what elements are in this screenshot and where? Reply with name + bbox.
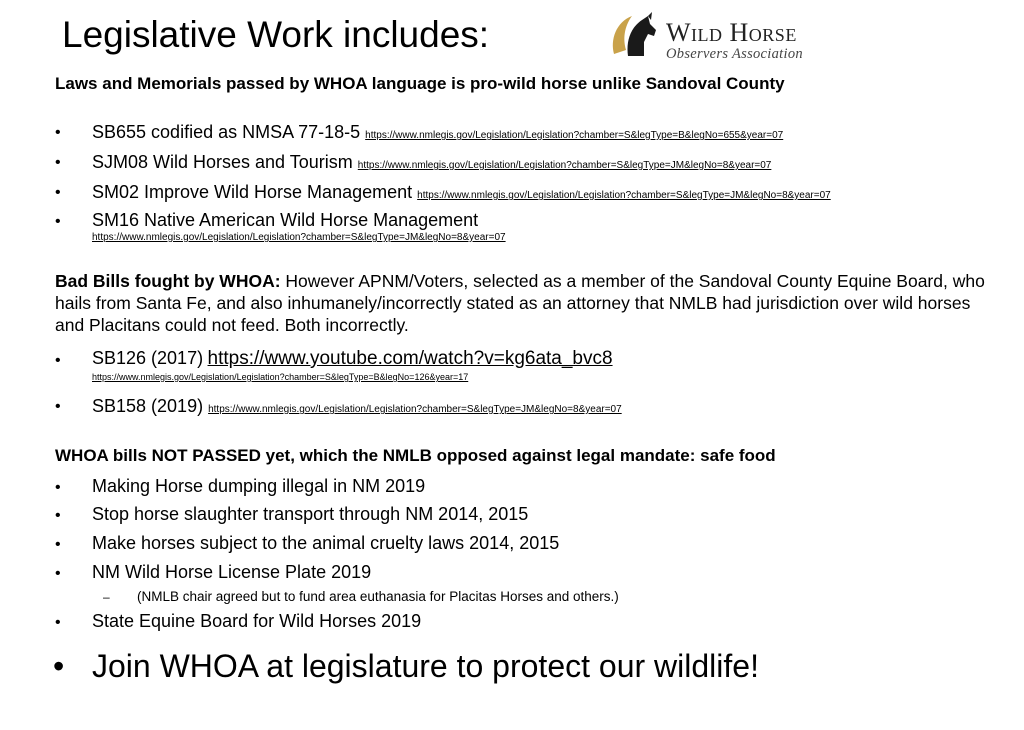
whoa-logo	[608, 12, 856, 62]
bill-label: SB655 codified as NMSA 77-18-5	[92, 122, 361, 142]
bill-label: SB158 (2019)	[92, 396, 204, 416]
list-item	[92, 182, 831, 203]
youtube-link[interactable]: https://www.youtube.com/watch?v=kg6ata_bvc8	[207, 348, 613, 369]
closing-call-to-action: Join WHOA at legislature to protect our wildlife!	[92, 648, 759, 684]
section-heading-laws: Laws and Memorials passed by WHOA language is pro-wild horse unlike Sandoval County	[55, 74, 785, 93]
list-item	[92, 396, 622, 417]
bullet: •	[55, 352, 61, 369]
horse-head-icon	[608, 12, 664, 62]
bullet: •	[55, 507, 61, 524]
bullet: •	[55, 213, 61, 230]
list-item	[92, 152, 771, 173]
logo-wordmark: Wild Horse	[666, 18, 797, 47]
bill-link[interactable]: https://www.nmlegis.gov/Legislation/Legislation?chamber=S&legType=JM&legNo=8&year=07	[357, 160, 772, 171]
bill-link[interactable]: https://www.nmlegis.gov/Legislation/Legislation?chamber=S&legType=JM&legNo=8&year=07	[208, 404, 622, 415]
bad-bills-paragraph	[55, 270, 995, 336]
bill-label: SM02 Improve Wild Horse Management	[92, 182, 413, 202]
list-item	[92, 348, 613, 370]
list-item: State Equine Board for Wild Horses 2019	[92, 611, 422, 631]
bill-link[interactable]: https://www.nmlegis.gov/Legislation/Legislation?chamber=S&legType=B&legNo=655&year=07	[365, 130, 784, 141]
bullet: •	[55, 565, 61, 582]
list-item: Making Horse dumping illegal in NM 2019	[92, 476, 426, 496]
section-heading-not-passed: WHOA bills NOT PASSED yet, which the NMLB opposed against legal mandate: safe food	[55, 446, 776, 465]
bill-label: SJM08 Wild Horses and Tourism	[92, 152, 353, 172]
bullet: •	[55, 124, 61, 141]
bullet: •	[55, 614, 61, 631]
list-item: NM Wild Horse License Plate 2019	[92, 562, 372, 582]
page-title: Legislative Work includes:	[62, 14, 490, 55]
bill-link[interactable]: https://www.nmlegis.gov/Legislation/Legislation?chamber=S&legType=B&legNo=126&year=17	[92, 372, 469, 382]
sub-list-item: (NMLB chair agreed but to fund area euthanasia for Placitas Horses and others.)	[137, 589, 619, 604]
logo-subtitle: Observers Association	[666, 46, 803, 62]
sub-bullet-dash: –	[103, 590, 110, 604]
bullet: •	[55, 479, 61, 496]
bullet: •	[55, 154, 61, 171]
bullet: •	[55, 184, 61, 201]
section-heading-bad-bills: Bad Bills fought by WHOA:	[55, 271, 281, 291]
list-item: Make horses subject to the animal cruelty laws 2014, 2015	[92, 533, 560, 553]
bullet: •	[55, 536, 61, 553]
bill-link[interactable]: https://www.nmlegis.gov/Legislation/Legislation?chamber=S&legType=JM&legNo=8&year=07	[92, 232, 506, 243]
list-item-label: SM16 Native American Wild Horse Management	[92, 210, 479, 230]
bill-label: SB126 (2017)	[92, 348, 204, 368]
bill-link[interactable]: https://www.nmlegis.gov/Legislation/Legislation?chamber=S&legType=JM&legNo=8&year=07	[417, 190, 831, 201]
bullet: •	[55, 398, 61, 415]
bad-bills-body: However APNM/Voters, selected as a member of the Sandoval County Equine Board, who hails from Santa Fe, and also inhumanely/incorrectly stated as an attorney that NMLB had jurisdiction over wild horses and Placitans could not feed. Both incorrectly.	[55, 271, 985, 335]
list-item: Stop horse slaughter transport through NM 2014, 2015	[92, 504, 529, 524]
list-item	[92, 122, 783, 143]
bullet: •	[53, 648, 65, 684]
